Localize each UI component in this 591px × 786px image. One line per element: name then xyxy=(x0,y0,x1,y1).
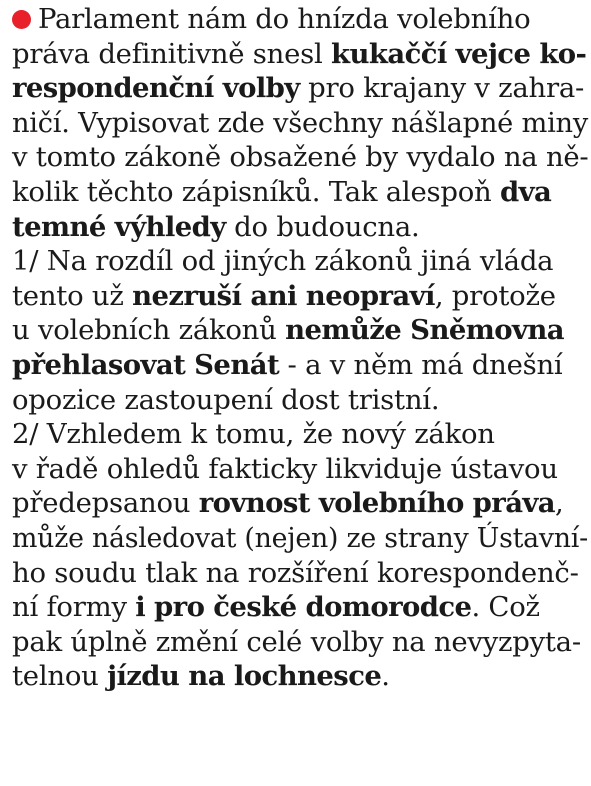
bold-phrase: dva xyxy=(499,175,552,208)
text-segment: do budoucna. xyxy=(225,210,420,243)
text-segment: může následovat (nejen) ze strany Ústavní- xyxy=(12,521,588,554)
text-segment: Parlament nám do hnízda volebního xyxy=(38,3,531,35)
text-segment: ničí. Vypisovat zde všechny nášlapné miny xyxy=(12,106,589,139)
text-line xyxy=(12,383,588,418)
text-line xyxy=(12,659,588,694)
bold-phrase: nezruší ani neopraví xyxy=(132,279,435,312)
text-segment: 2/ Vzhledem k tomu, že nový zákon xyxy=(12,418,495,451)
text-segment: - a v něm má dnešní xyxy=(279,348,563,381)
text-segment: opozice zastoupení dost tristní. xyxy=(12,383,440,416)
bold-phrase: respondenční volby xyxy=(12,72,300,105)
text-segment: . xyxy=(381,660,390,693)
text-segment: telnou xyxy=(12,660,108,693)
red-bullet-icon xyxy=(12,10,31,29)
text-line xyxy=(12,590,588,625)
bold-phrase: jízdu na lochnesce xyxy=(107,660,382,693)
text-line xyxy=(12,210,588,245)
text-line xyxy=(12,521,588,556)
bold-phrase: přehlasovat Senát xyxy=(12,348,280,381)
text-line xyxy=(12,417,588,452)
text-line xyxy=(12,452,588,487)
bold-phrase: temné výhledy xyxy=(12,210,226,243)
article-text xyxy=(12,2,588,694)
text-line xyxy=(12,486,588,521)
text-segment: . Což xyxy=(471,591,540,624)
text-segment: předepsanou xyxy=(12,487,199,520)
bold-phrase: nemůže Sněmovna xyxy=(285,314,564,347)
text-segment: kolik těchto zápisníků. Tak alespoň xyxy=(12,175,500,208)
bold-phrase: rovnost volebního práva xyxy=(198,487,556,520)
text-line xyxy=(12,313,588,348)
text-line xyxy=(12,625,588,660)
text-line xyxy=(12,71,588,106)
text-segment: pak úplně změní celé volby na nevyzpyta- xyxy=(12,625,581,658)
text-segment: , xyxy=(555,487,564,520)
text-line xyxy=(12,348,588,383)
text-line xyxy=(12,37,588,72)
text-line xyxy=(12,175,588,210)
text-segment: tento už xyxy=(12,279,133,312)
text-segment: pro krajany v zahra- xyxy=(299,72,585,105)
text-line xyxy=(12,2,588,37)
text-segment: ní formy xyxy=(12,591,136,624)
text-segment: u volebních zákonů xyxy=(12,314,286,347)
bold-phrase: kukaččí vejce ko- xyxy=(331,37,587,70)
text-segment: 1/ Na rozdíl od jiných zákonů jiná vláda xyxy=(12,245,554,278)
text-segment: práva definitivně snesl xyxy=(12,37,332,70)
text-segment: , protože xyxy=(434,279,556,312)
text-line xyxy=(12,106,589,141)
text-segment: v tomto zákoně obsažené by vydalo na ně- xyxy=(12,141,589,174)
text-line xyxy=(12,244,588,279)
text-line xyxy=(12,556,588,591)
text-segment: v řadě ohledů fakticky likviduje ústavou xyxy=(12,452,558,485)
text-line xyxy=(12,279,588,314)
bold-phrase: i pro české domorodce xyxy=(135,591,472,624)
text-segment: ho soudu tlak na rozšíření korespondenč- xyxy=(12,556,579,589)
text-line xyxy=(12,140,588,175)
